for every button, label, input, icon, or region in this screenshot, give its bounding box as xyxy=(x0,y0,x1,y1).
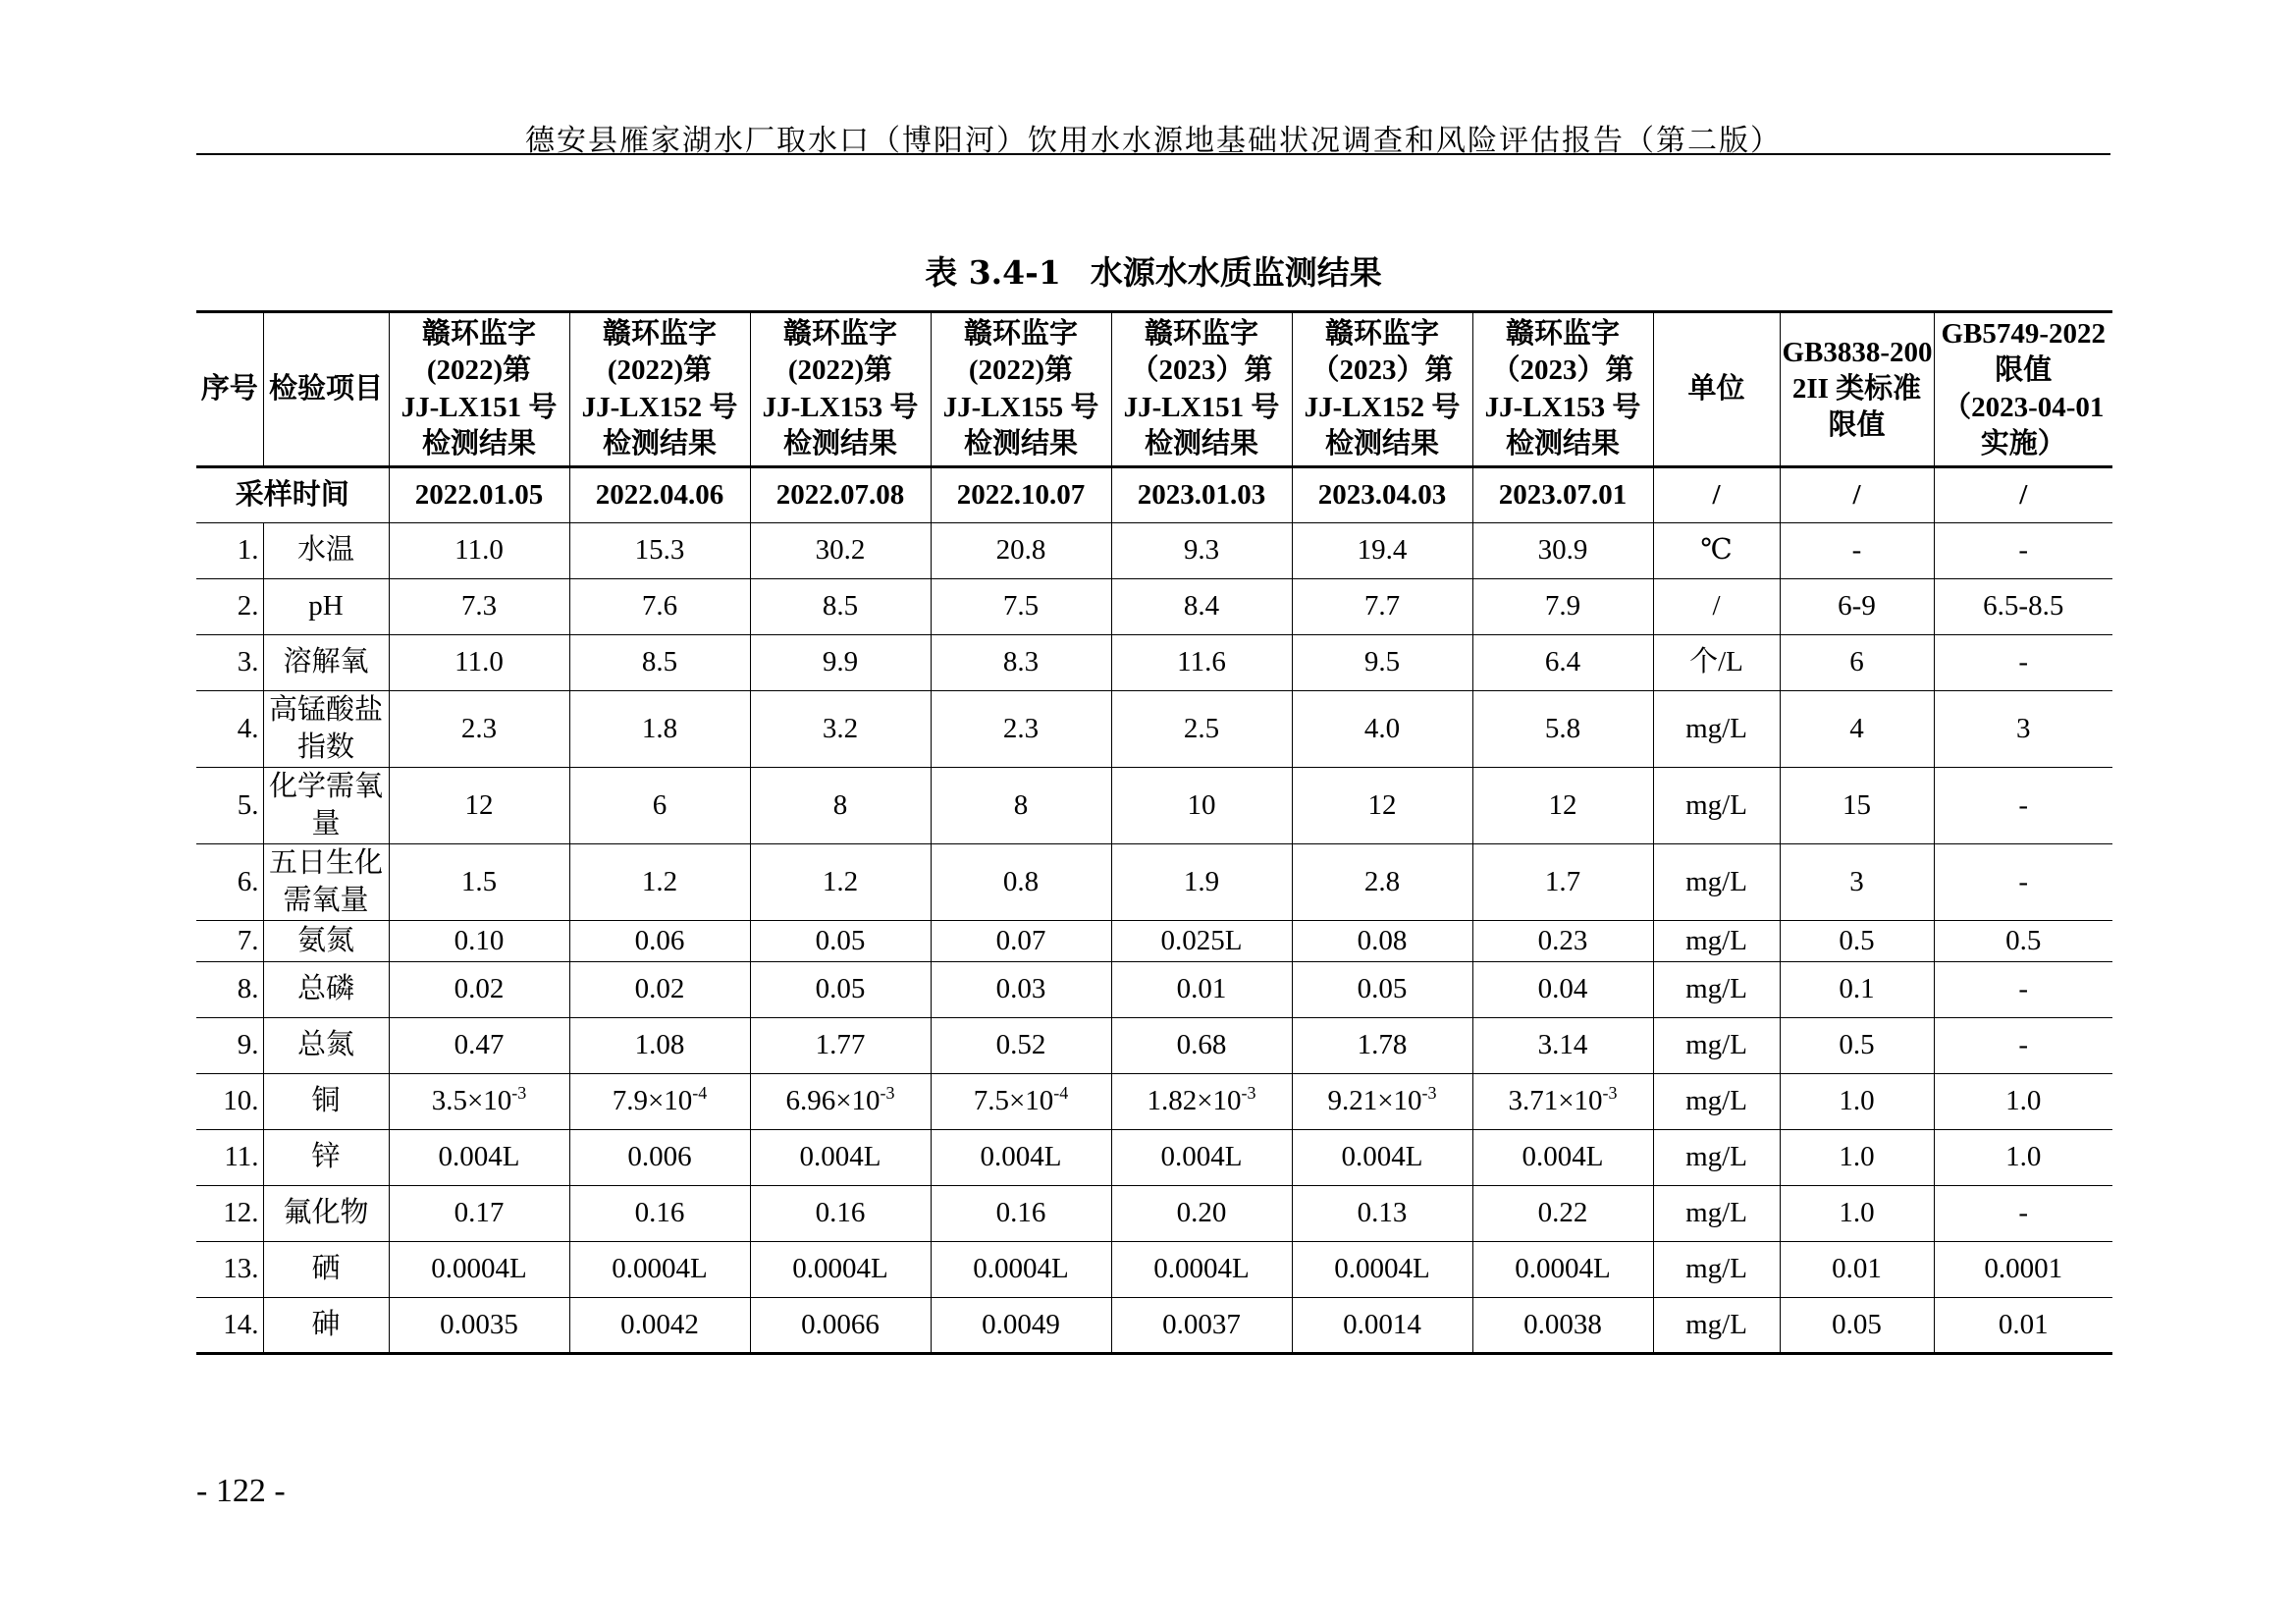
result-cell: 1.5 xyxy=(389,844,569,921)
result-cell xyxy=(931,1074,1111,1130)
row-std2: 1.0 xyxy=(1934,1130,2112,1186)
result-cell: 0.0004L xyxy=(931,1242,1111,1298)
col-header-std2 xyxy=(1934,312,2112,467)
result-cell: 1.9 xyxy=(1111,844,1292,921)
result-mantissa: 6.96×10 xyxy=(785,1085,881,1117)
row-std1: 0.5 xyxy=(1780,921,1934,962)
result-cell: 15.3 xyxy=(569,523,750,579)
row-unit: mg/L xyxy=(1653,768,1780,844)
header-line: （2023-04-01 xyxy=(1943,391,2105,423)
result-cell: 0.0014 xyxy=(1292,1298,1472,1354)
header-line: JJ-LX153 号 xyxy=(1484,391,1641,423)
table-row xyxy=(196,1074,2112,1130)
result-cell: 0.0004L xyxy=(750,1242,931,1298)
col-header-report xyxy=(569,312,750,467)
sampling-std2: / xyxy=(1934,467,2112,523)
result-cell xyxy=(569,1074,750,1130)
row-item: 五日生化需氧量 xyxy=(263,844,389,921)
header-line: 检测结果 xyxy=(963,427,1078,460)
header-line: (2022)第 xyxy=(968,354,1074,387)
result-cell: 0.004L xyxy=(1292,1130,1472,1186)
table-caption xyxy=(196,247,2110,294)
header-line: 检测结果 xyxy=(1505,427,1620,460)
row-std2: - xyxy=(1934,1186,2112,1242)
header-line: 赣环监字 xyxy=(782,318,897,351)
table-row xyxy=(196,579,2112,635)
header-line: JJ-LX155 号 xyxy=(942,391,1099,423)
row-unit: mg/L xyxy=(1653,691,1780,768)
row-unit: mg/L xyxy=(1653,921,1780,962)
row-std2: - xyxy=(1934,635,2112,691)
row-std2: 3 xyxy=(1934,691,2112,768)
result-cell: 0.05 xyxy=(1292,962,1472,1018)
header-line: 限值 xyxy=(1995,354,2053,387)
water-quality-table xyxy=(196,310,2112,1355)
table-row xyxy=(196,844,2112,921)
row-item: 氨氮 xyxy=(263,921,389,962)
result-mantissa: 1.82×10 xyxy=(1147,1085,1242,1117)
result-exponent: -3 xyxy=(1602,1083,1618,1104)
row-std2: - xyxy=(1934,768,2112,844)
result-exponent: -4 xyxy=(1053,1083,1069,1104)
row-item: 铜 xyxy=(263,1074,389,1130)
header-line: (2022)第 xyxy=(787,354,893,387)
result-cell: 3.14 xyxy=(1472,1018,1653,1074)
header-line: 赣环监字 xyxy=(1505,318,1620,351)
row-index: 11. xyxy=(196,1130,263,1186)
result-cell: 2.3 xyxy=(389,691,569,768)
row-item: 砷 xyxy=(263,1298,389,1354)
result-cell: 0.03 xyxy=(931,962,1111,1018)
result-cell: 0.0004L xyxy=(389,1242,569,1298)
row-std1: 15 xyxy=(1780,768,1934,844)
result-cell: 0.17 xyxy=(389,1186,569,1242)
sampling-unit: / xyxy=(1653,467,1780,523)
header-line: JJ-LX151 号 xyxy=(400,391,558,423)
result-cell: 1.08 xyxy=(569,1018,750,1074)
result-cell: 0.16 xyxy=(569,1186,750,1242)
result-cell: 12 xyxy=(389,768,569,844)
header-line: GB3838-200 xyxy=(1782,336,1933,368)
row-unit: mg/L xyxy=(1653,1074,1780,1130)
table-row xyxy=(196,1018,2112,1074)
result-cell: 11.6 xyxy=(1111,635,1292,691)
result-cell: 0.05 xyxy=(750,962,931,1018)
result-cell: 0.16 xyxy=(750,1186,931,1242)
table-row xyxy=(196,691,2112,768)
table-row xyxy=(196,523,2112,579)
header-line: 2II 类标准 xyxy=(1791,372,1922,405)
row-item: 化学需氧量 xyxy=(263,768,389,844)
row-item: 水温 xyxy=(263,523,389,579)
result-cell: 0.02 xyxy=(569,962,750,1018)
table-row xyxy=(196,1186,2112,1242)
sampling-date: 2023.04.03 xyxy=(1292,467,1472,523)
result-cell: 0.0004L xyxy=(1292,1242,1472,1298)
sampling-date: 2022.04.06 xyxy=(569,467,750,523)
result-cell: 2.3 xyxy=(931,691,1111,768)
header-rule xyxy=(196,153,2110,155)
result-cell: 0.10 xyxy=(389,921,569,962)
header-line: 赣环监字 xyxy=(1144,318,1258,351)
result-cell: 0.22 xyxy=(1472,1186,1653,1242)
report-header-title: 德安县雁家湖水厂取水口（博阳河）饮用水水源地基础状况调查和风险评估报告（第二版） xyxy=(525,124,1782,158)
row-unit: mg/L xyxy=(1653,1242,1780,1298)
row-std1: 4 xyxy=(1780,691,1934,768)
table-row xyxy=(196,768,2112,844)
result-cell: 0.16 xyxy=(931,1186,1111,1242)
row-index: 9. xyxy=(196,1018,263,1074)
table-caption-title: 水源水水质监测结果 xyxy=(1090,253,1382,292)
table-row xyxy=(196,1242,2112,1298)
table-row xyxy=(196,962,2112,1018)
result-cell: 19.4 xyxy=(1292,523,1472,579)
row-item: pH xyxy=(263,579,389,635)
result-cell: 8.5 xyxy=(569,635,750,691)
row-unit: mg/L xyxy=(1653,1186,1780,1242)
row-std2: 0.01 xyxy=(1934,1298,2112,1354)
row-item: 高锰酸盐指数 xyxy=(263,691,389,768)
result-exponent: -3 xyxy=(1421,1083,1437,1104)
result-cell: 11.0 xyxy=(389,523,569,579)
result-cell: 7.5 xyxy=(931,579,1111,635)
result-cell: 7.7 xyxy=(1292,579,1472,635)
row-std1: 0.05 xyxy=(1780,1298,1934,1354)
sampling-date: 2022.10.07 xyxy=(931,467,1111,523)
row-std2: 6.5-8.5 xyxy=(1934,579,2112,635)
header-line: 检测结果 xyxy=(782,427,897,460)
result-cell: 20.8 xyxy=(931,523,1111,579)
header-line: JJ-LX153 号 xyxy=(762,391,919,423)
header-line: 检测结果 xyxy=(421,427,536,460)
row-item: 硒 xyxy=(263,1242,389,1298)
header-line: 赣环监字 xyxy=(963,318,1078,351)
col-header-std1 xyxy=(1780,312,1934,467)
result-cell: 0.04 xyxy=(1472,962,1653,1018)
header-line: JJ-LX152 号 xyxy=(581,391,738,423)
row-std1: 0.1 xyxy=(1780,962,1934,1018)
row-unit: / xyxy=(1653,579,1780,635)
header-line: (2022)第 xyxy=(607,354,713,387)
result-cell: 0.004L xyxy=(1111,1130,1292,1186)
result-cell: 0.02 xyxy=(389,962,569,1018)
col-header-report xyxy=(931,312,1111,467)
result-cell: 0.06 xyxy=(569,921,750,962)
result-cell: 0.01 xyxy=(1111,962,1292,1018)
header-line: 赣环监字 xyxy=(1324,318,1439,351)
result-cell: 9.3 xyxy=(1111,523,1292,579)
result-cell: 7.3 xyxy=(389,579,569,635)
result-mantissa: 9.21×10 xyxy=(1327,1085,1422,1117)
result-cell: 0.0004L xyxy=(569,1242,750,1298)
row-std1: 0.01 xyxy=(1780,1242,1934,1298)
row-item: 氟化物 xyxy=(263,1186,389,1242)
result-cell xyxy=(750,1074,931,1130)
sampling-time-label: 采样时间 xyxy=(196,467,389,523)
header-line: （2023）第 xyxy=(1130,354,1273,387)
result-cell xyxy=(1111,1074,1292,1130)
result-cell: 0.05 xyxy=(750,921,931,962)
header-line: 赣环监字 xyxy=(421,318,536,351)
sampling-date: 2023.01.03 xyxy=(1111,467,1292,523)
result-cell: 9.9 xyxy=(750,635,931,691)
row-index: 3. xyxy=(196,635,263,691)
header-line: GB5749-2022 xyxy=(1941,318,2107,351)
col-header-report xyxy=(750,312,931,467)
result-cell: 1.77 xyxy=(750,1018,931,1074)
table-caption-number: 表 3.4-1 xyxy=(925,253,1061,292)
result-cell: 0.47 xyxy=(389,1018,569,1074)
row-index: 1. xyxy=(196,523,263,579)
result-cell: 0.0004L xyxy=(1472,1242,1653,1298)
result-cell: 8 xyxy=(931,768,1111,844)
header-line: 检测结果 xyxy=(1144,427,1258,460)
result-cell: 1.2 xyxy=(569,844,750,921)
header-line: JJ-LX152 号 xyxy=(1304,391,1461,423)
result-cell xyxy=(1472,1074,1653,1130)
result-cell: 0.68 xyxy=(1111,1018,1292,1074)
result-cell: 0.08 xyxy=(1292,921,1472,962)
table-row xyxy=(196,1298,2112,1354)
header-line: 实施） xyxy=(1980,427,2066,460)
result-cell: 8.4 xyxy=(1111,579,1292,635)
result-cell: 0.0066 xyxy=(750,1298,931,1354)
row-index: 8. xyxy=(196,962,263,1018)
header-line: 检测结果 xyxy=(1324,427,1439,460)
row-index: 5. xyxy=(196,768,263,844)
sampling-date: 2023.07.01 xyxy=(1472,467,1653,523)
col-header-item: 检验项目 xyxy=(263,312,389,467)
row-std1: 0.5 xyxy=(1780,1018,1934,1074)
result-cell: 1.7 xyxy=(1472,844,1653,921)
col-header-index: 序号 xyxy=(196,312,263,467)
result-cell: 8.5 xyxy=(750,579,931,635)
col-header-report xyxy=(1111,312,1292,467)
row-unit: 个/L xyxy=(1653,635,1780,691)
result-cell: 9.5 xyxy=(1292,635,1472,691)
row-std2: - xyxy=(1934,523,2112,579)
result-cell: 0.13 xyxy=(1292,1186,1472,1242)
page-number: - 122 - xyxy=(196,1473,286,1509)
result-cell: 0.07 xyxy=(931,921,1111,962)
row-std2: 1.0 xyxy=(1934,1074,2112,1130)
result-mantissa: 3.5×10 xyxy=(431,1085,512,1117)
row-unit: mg/L xyxy=(1653,844,1780,921)
result-cell: 7.6 xyxy=(569,579,750,635)
result-cell: 0.004L xyxy=(750,1130,931,1186)
table-header-row xyxy=(196,312,2112,467)
result-cell: 6 xyxy=(569,768,750,844)
row-index: 4. xyxy=(196,691,263,768)
result-cell: 1.8 xyxy=(569,691,750,768)
result-cell: 6.4 xyxy=(1472,635,1653,691)
result-cell: 0.23 xyxy=(1472,921,1653,962)
result-cell: 5.8 xyxy=(1472,691,1653,768)
row-unit: mg/L xyxy=(1653,1018,1780,1074)
result-cell: 0.0035 xyxy=(389,1298,569,1354)
result-cell: 12 xyxy=(1292,768,1472,844)
row-std1: 1.0 xyxy=(1780,1186,1934,1242)
header-line: 检测结果 xyxy=(602,427,717,460)
row-std1: 6 xyxy=(1780,635,1934,691)
result-cell: 0.52 xyxy=(931,1018,1111,1074)
result-cell: 12 xyxy=(1472,768,1653,844)
col-header-unit: 单位 xyxy=(1653,312,1780,467)
row-index: 14. xyxy=(196,1298,263,1354)
row-std2: - xyxy=(1934,844,2112,921)
result-cell: 10 xyxy=(1111,768,1292,844)
row-index: 10. xyxy=(196,1074,263,1130)
result-exponent: -3 xyxy=(1241,1083,1256,1104)
result-cell: 8 xyxy=(750,768,931,844)
result-cell: 2.5 xyxy=(1111,691,1292,768)
result-cell: 1.2 xyxy=(750,844,931,921)
result-cell: 0.0038 xyxy=(1472,1298,1653,1354)
table-row xyxy=(196,635,2112,691)
result-cell: 4.0 xyxy=(1292,691,1472,768)
row-std2: - xyxy=(1934,962,2112,1018)
result-cell: 7.9 xyxy=(1472,579,1653,635)
result-cell: 11.0 xyxy=(389,635,569,691)
result-cell: 0.8 xyxy=(931,844,1111,921)
result-mantissa: 7.5×10 xyxy=(973,1085,1054,1117)
col-header-report xyxy=(1472,312,1653,467)
row-std1: 3 xyxy=(1780,844,1934,921)
result-exponent: -3 xyxy=(880,1083,895,1104)
sampling-time-row xyxy=(196,467,2112,523)
result-cell: 3.2 xyxy=(750,691,931,768)
row-std2: 0.0001 xyxy=(1934,1242,2112,1298)
row-item: 总氮 xyxy=(263,1018,389,1074)
result-cell xyxy=(389,1074,569,1130)
row-item: 溶解氧 xyxy=(263,635,389,691)
result-cell: 0.0037 xyxy=(1111,1298,1292,1354)
result-cell: 0.0042 xyxy=(569,1298,750,1354)
result-cell: 30.9 xyxy=(1472,523,1653,579)
header-line: 赣环监字 xyxy=(602,318,717,351)
row-index: 12. xyxy=(196,1186,263,1242)
result-cell: 0.004L xyxy=(1472,1130,1653,1186)
result-cell xyxy=(1292,1074,1472,1130)
header-line: 限值 xyxy=(1828,409,1886,442)
row-std1: 1.0 xyxy=(1780,1130,1934,1186)
header-line: （2023）第 xyxy=(1310,354,1454,387)
row-std1: 1.0 xyxy=(1780,1074,1934,1130)
result-exponent: -4 xyxy=(692,1083,708,1104)
table-row xyxy=(196,921,2112,962)
col-header-report xyxy=(1292,312,1472,467)
result-cell: 0.0004L xyxy=(1111,1242,1292,1298)
row-unit: mg/L xyxy=(1653,1298,1780,1354)
row-unit: ℃ xyxy=(1653,523,1780,579)
result-cell: 0.004L xyxy=(389,1130,569,1186)
result-cell: 0.025L xyxy=(1111,921,1292,962)
row-index: 13. xyxy=(196,1242,263,1298)
result-mantissa: 7.9×10 xyxy=(612,1085,693,1117)
row-std2: 0.5 xyxy=(1934,921,2112,962)
header-line: （2023）第 xyxy=(1491,354,1634,387)
sampling-std1: / xyxy=(1780,467,1934,523)
row-index: 6. xyxy=(196,844,263,921)
row-unit: mg/L xyxy=(1653,962,1780,1018)
row-index: 2. xyxy=(196,579,263,635)
header-line: (2022)第 xyxy=(426,354,532,387)
sampling-date: 2022.07.08 xyxy=(750,467,931,523)
result-cell: 0.006 xyxy=(569,1130,750,1186)
row-item: 总磷 xyxy=(263,962,389,1018)
table-row xyxy=(196,1130,2112,1186)
result-cell: 8.3 xyxy=(931,635,1111,691)
result-mantissa: 3.71×10 xyxy=(1508,1085,1603,1117)
result-cell: 0.004L xyxy=(931,1130,1111,1186)
row-unit: mg/L xyxy=(1653,1130,1780,1186)
col-header-report xyxy=(389,312,569,467)
header-line: JJ-LX151 号 xyxy=(1123,391,1280,423)
row-item: 锌 xyxy=(263,1130,389,1186)
row-std1: - xyxy=(1780,523,1934,579)
result-cell: 30.2 xyxy=(750,523,931,579)
result-cell: 0.0049 xyxy=(931,1298,1111,1354)
result-cell: 2.8 xyxy=(1292,844,1472,921)
result-cell: 1.78 xyxy=(1292,1018,1472,1074)
result-exponent: -3 xyxy=(511,1083,527,1104)
row-std1: 6-9 xyxy=(1780,579,1934,635)
sampling-date: 2022.01.05 xyxy=(389,467,569,523)
row-std2: - xyxy=(1934,1018,2112,1074)
result-cell: 0.20 xyxy=(1111,1186,1292,1242)
row-index: 7. xyxy=(196,921,263,962)
